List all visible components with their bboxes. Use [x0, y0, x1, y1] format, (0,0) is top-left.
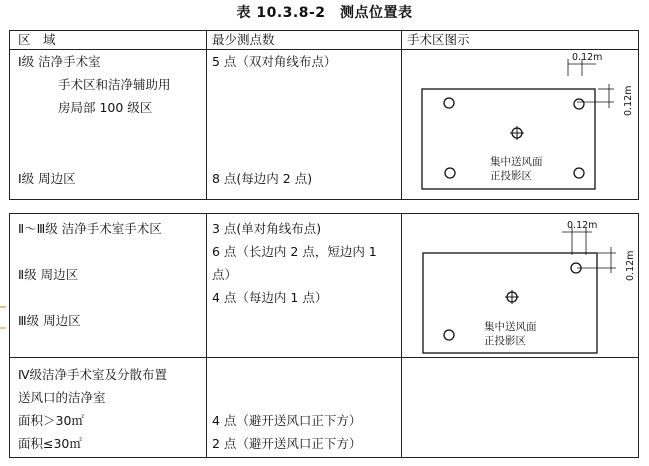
count-line: 6 点（长边内 2 点，短边内 1 — [212, 244, 377, 259]
zone-line: Ⅱ级 周边区 — [18, 267, 79, 282]
diagram-2 — [402, 215, 638, 357]
header-count: 最少测点数 — [212, 32, 275, 47]
zone-line: 面积＞30㎡ — [18, 413, 84, 428]
count-line: 3 点(单对角线布点) — [212, 221, 322, 236]
count-line: 点） — [212, 267, 238, 282]
scan-marks — [0, 0, 8, 466]
zone-line: Ⅳ级洁净手术室及分散布置 — [18, 367, 168, 382]
zone-line: 送风口的洁净室 — [18, 390, 106, 405]
header-zone: 区 域 — [18, 32, 56, 47]
count-line: 5 点（双对角线布点） — [212, 54, 337, 69]
zone-line: 房局部 100 级区 — [58, 100, 153, 115]
zone-line: Ⅰ级 洁净手术室 — [18, 54, 101, 69]
count-line: 2 点（避开送风口正下方） — [212, 436, 362, 451]
dim-label-vertical: 0.12m — [625, 250, 636, 281]
table-1 — [9, 30, 639, 200]
diagram-caption: 集中送风面 — [490, 156, 543, 168]
dim-label-horizontal: 0.12m — [567, 220, 598, 231]
diagram-caption: 集中送风面 — [484, 321, 537, 333]
zone-line: Ⅱ～Ⅲ级 洁净手术室手术区 — [18, 221, 162, 236]
diagram-1 — [402, 50, 638, 200]
zone-line: Ⅰ级 周边区 — [18, 171, 76, 186]
zone-line: 手术区和洁净辅助用 — [58, 77, 171, 92]
zone-line: 面积≤30㎡ — [18, 436, 82, 451]
dim-label-vertical: 0.12m — [623, 85, 634, 116]
diagram-caption: 正投影区 — [490, 170, 532, 182]
zone-line: Ⅲ级 周边区 — [18, 313, 81, 328]
count-line: 4 点（避开送风口正下方） — [212, 413, 362, 428]
header-diagram: 手术区图示 — [407, 32, 470, 47]
dim-label-horizontal: 0.12m — [572, 52, 603, 63]
count-line: 4 点（每边内 1 点） — [212, 290, 328, 305]
table-title: 表 10.3.8-2 测点位置表 — [236, 5, 413, 21]
count-line: 8 点(每边内 2 点) — [212, 171, 313, 186]
table-2 — [9, 213, 639, 458]
diagram-caption: 正投影区 — [484, 335, 526, 347]
